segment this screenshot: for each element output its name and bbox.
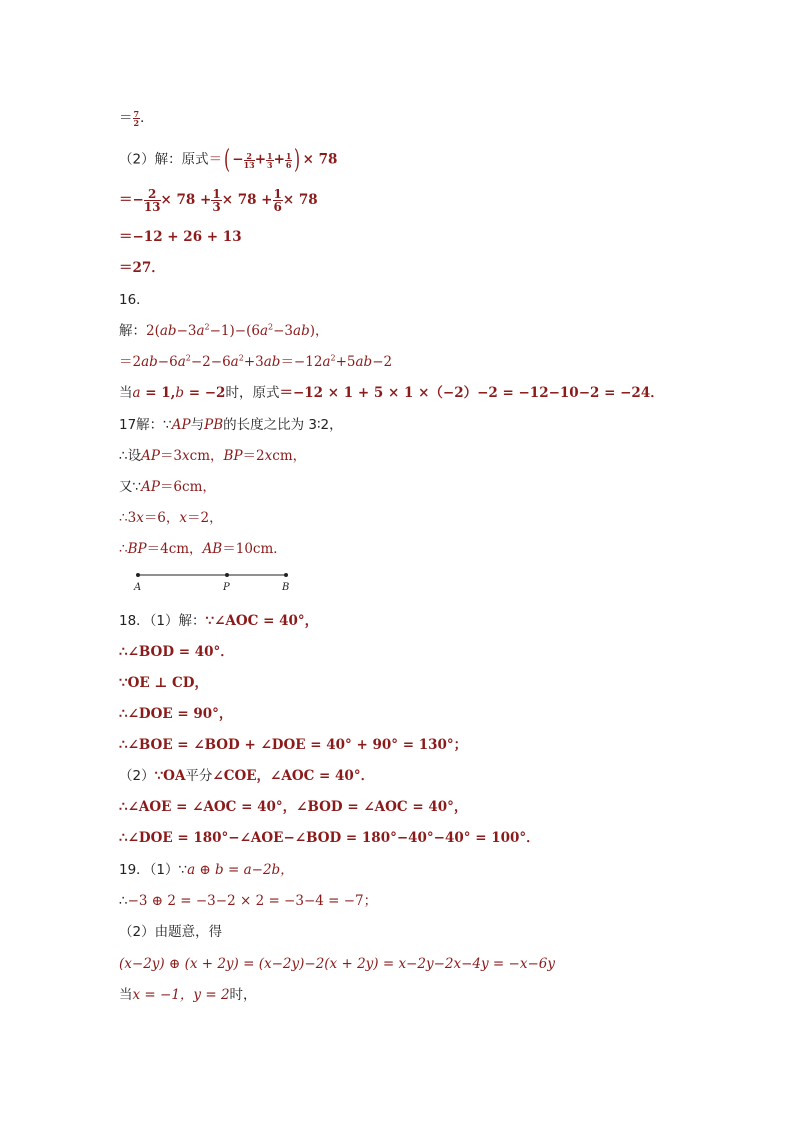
line-18-aoe: ∴∠AOE = ∠AOC = 40°，∠BOD = ∠AOC = 40°，: [119, 799, 468, 815]
line-18-bod: ∴∠BOD = 40°．: [119, 644, 234, 660]
line-sum: ＝−12 + 26 + 13: [119, 229, 242, 245]
question-17: 17解：∵AP与PB的长度之比为 3∶2，: [119, 417, 343, 433]
line-18-doe: ∴∠DOE = 90°，: [119, 706, 233, 722]
segment-figure: [130, 568, 300, 596]
question-16-number: 16．: [119, 292, 150, 308]
line-19-part2: （2）由题意，得: [119, 924, 223, 940]
fraction-7-2: $\frac{7}{2}$: [133, 109, 140, 128]
line-17-result: ∴BP＝4cm，AB＝10cm．: [119, 541, 287, 557]
line-18-perp: ∵OE ⊥ CD，: [119, 675, 208, 691]
line-19-expand: (x−2y) ⊕ (x + 2y) = (x−2y)−2(x + 2y) = x−2y−2x−4y = −x−6y: [119, 956, 555, 972]
line-16-evaluate: 当a = 1,b = −2时，原式＝−12 × 1 + 5 × 1 ×（−2）−2 = −12−10−2 = −24．: [119, 385, 664, 401]
line-distribute: ＝− $\frac{2}{13}$ × 78 + $\frac{1}{3}$ × 78 + $\frac{1}{6}$ × 78: [119, 187, 318, 214]
line-result-27: ＝27．: [119, 260, 165, 276]
line-18-boe: ∴∠BOE = ∠BOD + ∠DOE = 40° + 90° = 130°；: [119, 737, 468, 753]
line-18-doe-result: ∴∠DOE = 180°−∠AOE−∠BOD = 180°−40°−40° = 100°．: [119, 830, 540, 846]
line-19-calc: ∴−3 ⊕ 2 = −3−2 × 2 = −3−4 = −7；: [119, 893, 378, 909]
line-17-solve: ∴3x＝6，x＝2，: [119, 510, 223, 526]
label-a: A: [134, 582, 142, 593]
fraction-2-13: $\frac{2}{13}$: [243, 150, 255, 170]
point-p: [225, 573, 229, 577]
line-result-7-2: ＝ $\frac{7}{2}$ ．: [119, 109, 154, 128]
line-17-given: 又∵AP＝6cm，: [119, 479, 216, 495]
line-17-set: ∴设AP＝3xcm，BP＝2xcm，: [119, 448, 307, 464]
line-16-simplify: $=2ab-6a^2-2-6a^2+3ab=-12a^2+5ab-2$: [119, 353, 393, 370]
fraction-2-13-big: $\frac{2}{13}$: [143, 187, 161, 214]
line-part2-original: （2）解：原式＝( − $\frac{2}{13}$ + $\frac{1}{3}$ + $\frac{1}{6}$ ) × 78: [119, 145, 338, 175]
line-16-expression: 解：$2(ab-3a^2-1)-(6a^2-3ab)$，: [119, 322, 329, 339]
label-p: P: [223, 582, 230, 593]
fraction-1-6-big: $\frac{1}{6}$: [273, 187, 282, 214]
point-a: [136, 573, 140, 577]
line-18-part2: （2）∵OA平分∠COE，∠AOC = 40°．: [119, 768, 375, 784]
question-19: 19．（1）∵a ⊕ b = a−2b，: [119, 862, 294, 878]
label-b: B: [282, 582, 290, 593]
question-18: 18．（1）解：∵∠AOC = 40°，: [119, 613, 319, 629]
fraction-1-3-big: $\frac{1}{3}$: [212, 187, 221, 214]
point-b: [284, 573, 288, 577]
fraction-1-6: $\frac{1}{6}$: [285, 150, 292, 170]
fraction-1-3: $\frac{1}{3}$: [267, 150, 273, 170]
line-19-evaluate: 当x = −1，y = 2时，: [119, 987, 257, 1003]
